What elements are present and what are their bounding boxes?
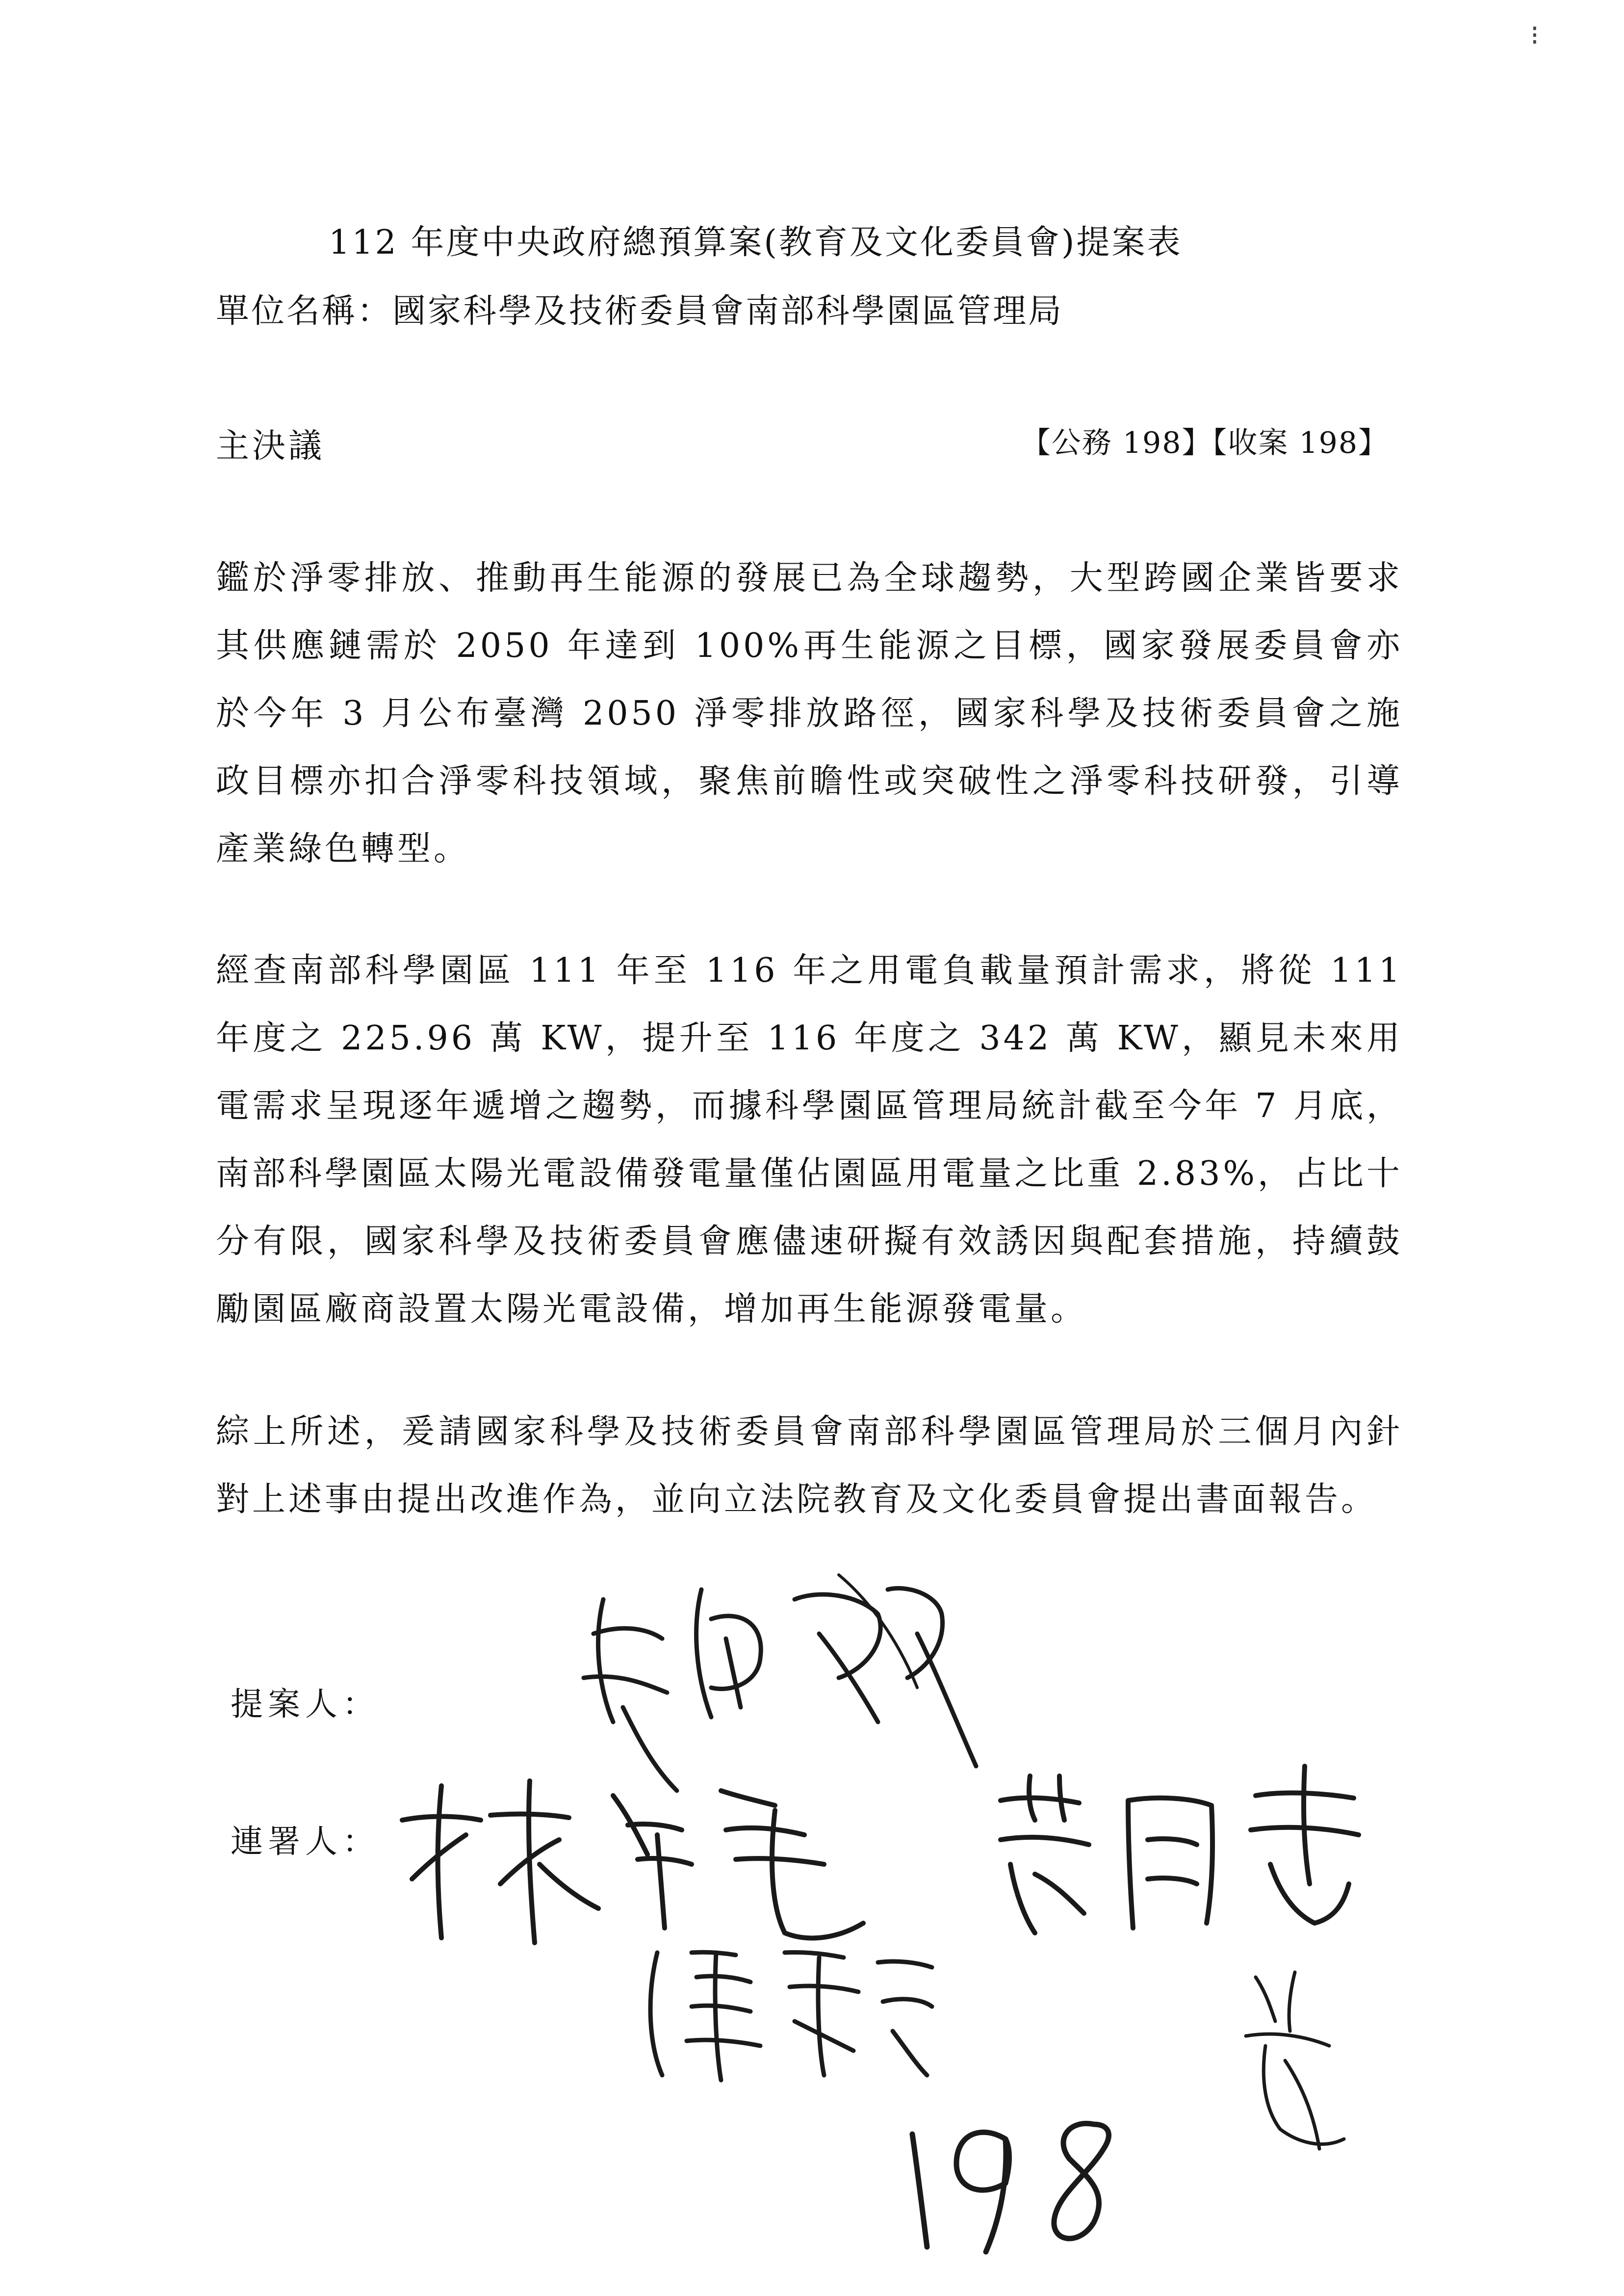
signature-cosigner-3	[638, 1933, 942, 2090]
paragraph-2: 經查南部科學園區 111 年至 116 年之用電負載量預計需求，將從 111 年度之 225.96 萬 KW，提升至 116 年度之 342 萬 KW，顯見未來用電需求呈現逐年遞增之趨勢，而據科學園區管理局統計截至今年 7 月底，南部科學園區太陽光電設備發電量僅佔園區用電量之比重 2.83%，占比十分有限，國家科學及技術委員會應儘速研擬有效誘因與配套措施，持續鼓勵園區廠商設置太陽光電設備，增加再生能源發電量。	[216, 951, 1403, 1329]
unit-name: 單位名稱：國家科學及技術委員會南部科學園區管理局	[216, 292, 1064, 331]
cosigner-label: 連署人：	[231, 1823, 380, 1860]
corner-scan-mark: ⁝	[1530, 20, 1539, 52]
page-title: 112 年度中央政府總預算案(教育及文化委員會)提案表	[329, 223, 1183, 262]
signature-cosigner-2	[981, 1756, 1383, 1943]
paragraph-3: 綜上所述，爰請國家科學及技術委員會南部科學園區管理局於三個月內針對上述事由提出改進作為，並向立法院教育及文化委員會提出書面報告。	[216, 1412, 1403, 1519]
section-label: 主決議	[216, 427, 325, 466]
case-tags: 【公務 198】【收案 198】	[1021, 426, 1389, 460]
proposer-label: 提案人：	[231, 1685, 380, 1723]
handwritten-number	[883, 2105, 1138, 2262]
signature-cosigner-1	[383, 1756, 902, 1962]
signature-initial	[1216, 1962, 1364, 2168]
paragraph-1: 鑑於淨零排放、推動再生能源的發展已為全球趨勢，大型跨國企業皆要求其供應鏈需於 2050 年達到 100%再生能源之目標，國家發展委員會亦於今年 3 月公布臺灣 2050 淨零排放路徑，國家科學及技術委員會之施政目標亦扣合淨零科技領域，聚焦前瞻性或突破性之淨零科技研發，引導產業綠色轉型。	[216, 559, 1403, 868]
